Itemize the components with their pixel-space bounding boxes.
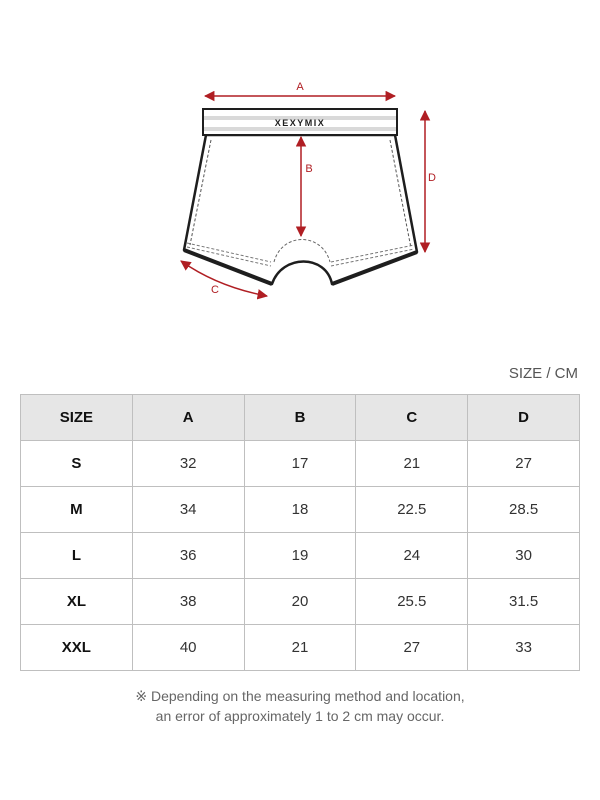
size-cell: L xyxy=(21,533,133,579)
table-cell: 28.5 xyxy=(468,487,580,533)
table-cell: 24 xyxy=(356,533,468,579)
size-table xyxy=(20,394,580,671)
table-cell: 33 xyxy=(468,625,580,671)
measure-d-label: D xyxy=(428,172,436,184)
table-cell: 27 xyxy=(356,625,468,671)
table-cell: 18 xyxy=(244,487,356,533)
note-line-2: an error of approximately 1 to 2 cm may occur. xyxy=(155,708,445,724)
table-cell: 17 xyxy=(244,441,356,487)
table-cell: 38 xyxy=(132,579,244,625)
table-row xyxy=(21,487,580,533)
table-cell: 22.5 xyxy=(356,487,468,533)
header-d: D xyxy=(468,395,580,441)
size-cell: XXL xyxy=(21,625,133,671)
table-cell: 21 xyxy=(244,625,356,671)
table-row xyxy=(21,579,580,625)
shorts-diagram-svg xyxy=(0,0,600,320)
unit-label: SIZE / CM xyxy=(508,365,578,382)
brand-logo: XEXYMIX xyxy=(274,118,326,128)
table-cell: 40 xyxy=(132,625,244,671)
note-line-1: ※ Depending on the measuring method and location, xyxy=(135,688,465,704)
header-a: A xyxy=(132,395,244,441)
table-cell: 20 xyxy=(244,579,356,625)
table-cell: 34 xyxy=(132,487,244,533)
measurement-note xyxy=(0,686,600,726)
size-cell: M xyxy=(21,487,133,533)
table-row xyxy=(21,533,580,579)
measure-c-label: C xyxy=(211,284,219,296)
table-cell: 31.5 xyxy=(468,579,580,625)
table-cell: 27 xyxy=(468,441,580,487)
header-c: C xyxy=(356,395,468,441)
table-cell: 19 xyxy=(244,533,356,579)
table-cell: 30 xyxy=(468,533,580,579)
header-size: SIZE xyxy=(21,395,133,441)
table-header-row xyxy=(21,395,580,441)
header-b: B xyxy=(244,395,356,441)
measure-a-label: A xyxy=(296,81,304,93)
table-cell: 21 xyxy=(356,441,468,487)
table-cell: 36 xyxy=(132,533,244,579)
shorts-measurement-diagram xyxy=(0,0,600,320)
table-cell: 25.5 xyxy=(356,579,468,625)
size-cell: XL xyxy=(21,579,133,625)
table-row xyxy=(21,625,580,671)
measure-b-label: B xyxy=(305,163,313,175)
size-cell: S xyxy=(21,441,133,487)
table-cell: 32 xyxy=(132,441,244,487)
table-row xyxy=(21,441,580,487)
